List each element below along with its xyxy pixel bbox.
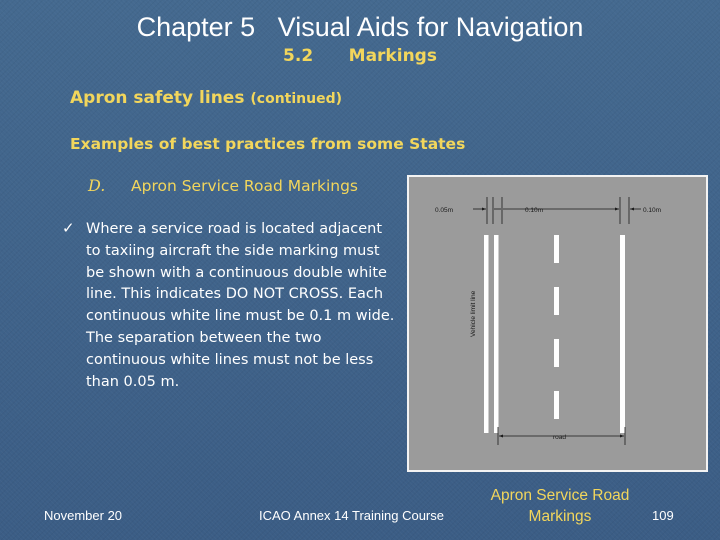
dash-3 (554, 339, 559, 367)
label-bottom: road (553, 434, 567, 441)
marking-diagram (409, 177, 706, 470)
service-road-marking-figure (407, 175, 708, 472)
bullet-body-text: Where a service road is located adjacent to taxiing aircraft the side marking must be shown with a continuous double white line. This indicates DO NOT CROSS. Each continuous white line must be 0.1 m wide. The separation between the two continuous white lines must not be less than 0.05 m. (86, 221, 395, 390)
item-letter: D. (88, 176, 106, 195)
arrowhead (615, 208, 619, 211)
arrowhead (482, 208, 486, 211)
chapter-title: Chapter 5 Visual Aids for Navigation (136, 12, 584, 42)
arrowhead (620, 435, 624, 438)
label-line-width-right: 0.10m (643, 207, 662, 214)
continuous-line-inner (494, 235, 499, 433)
examples-heading: Examples of best practices from some States (70, 135, 466, 153)
dash-2 (554, 287, 559, 315)
label-gap: 0.05m (435, 207, 454, 214)
dash-4 (554, 391, 559, 419)
continuous-line-outer (484, 235, 489, 433)
arrowhead (499, 435, 503, 438)
section-title: 5.2 Markings (283, 46, 437, 66)
label-line-width: 0.10m (525, 207, 544, 214)
right-edge-line (620, 235, 625, 433)
label-vehicle-limit: Vehicle limit line (470, 290, 477, 337)
subheading (70, 88, 342, 108)
subheading-main: Apron safety lines (70, 88, 245, 108)
page-number: 109 (652, 508, 674, 523)
subheading-suffix: (continued) (250, 91, 343, 107)
footer-title: Apron Service Road Markings (490, 487, 630, 525)
item-title: Apron Service Road Markings (131, 177, 359, 195)
check-mark-icon: ✓ (62, 219, 75, 237)
footer-date: November 20 (44, 508, 123, 523)
footer-course: ICAO Annex 14 Training Course (259, 508, 444, 523)
arrowhead (630, 208, 634, 211)
dash-1 (554, 235, 559, 263)
